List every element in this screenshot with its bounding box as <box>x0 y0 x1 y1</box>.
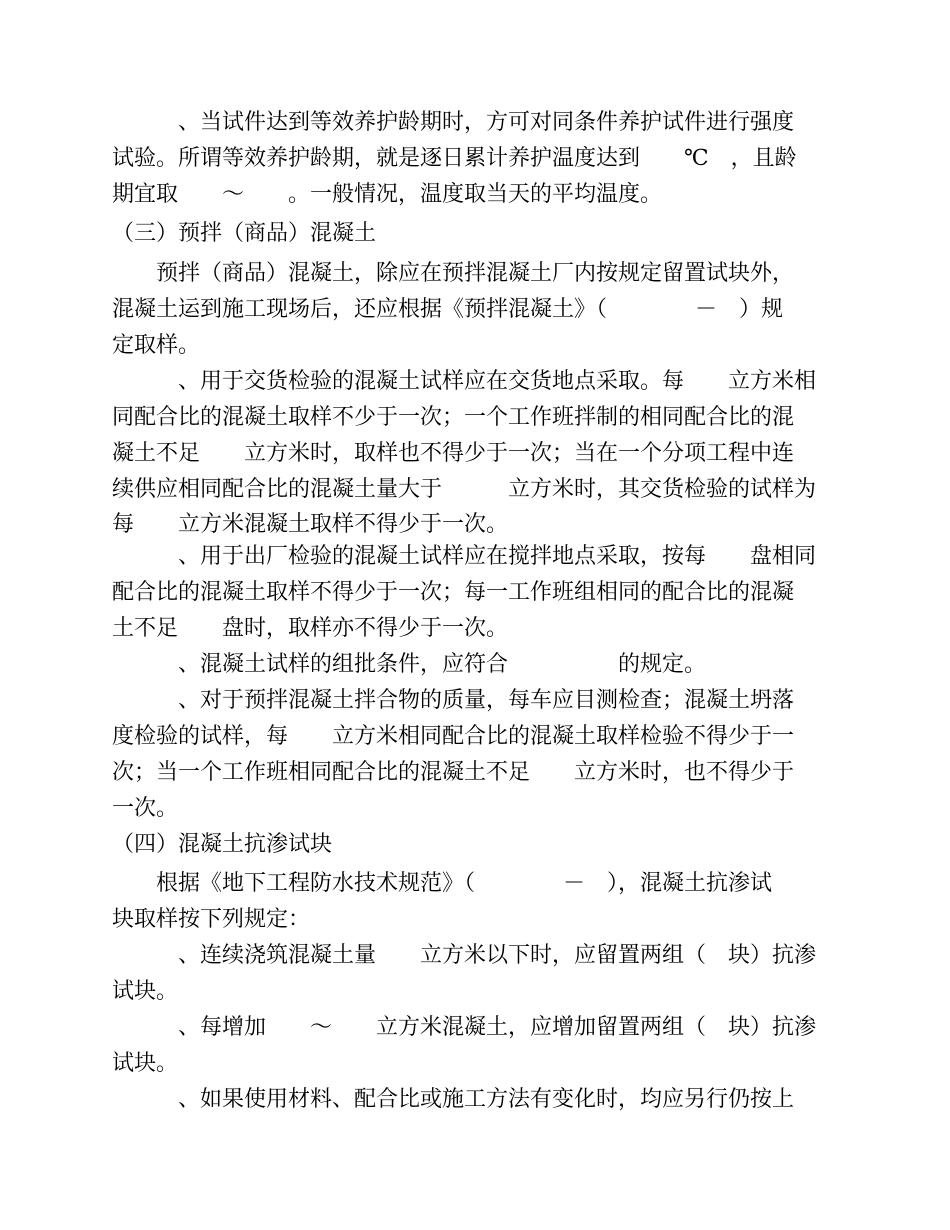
text-line: 期宜取 ～ 。一般情况，温度取当天的平均温度。 <box>112 182 663 207</box>
text-line: 配合比的混凝土取样不得少于一次；每一工作班组相同的配合比的混凝 <box>112 580 795 605</box>
text-line: 每 立方米混凝土取样不得少于一次。 <box>112 512 509 537</box>
text-line: 、用于出厂检验的混凝土试样应在搅拌地点采取，按每 盘相同 <box>112 544 817 569</box>
text-line: 试验。所谓等效养护龄期，就是逐日累计养护温度达到 ℃ ，且龄 <box>112 146 797 171</box>
text-line: 同配合比的混凝土取样不少于一次；一个工作班拌制的相同配合比的混 <box>112 405 795 430</box>
text-line: 土不足 盘时，取样亦不得少于一次。 <box>112 616 509 641</box>
text-line: 混凝土运到施工现场后，还应根据《预拌混凝土》（ － ）规 <box>112 297 784 322</box>
text-line: 度检验的试样，每 立方米相同配合比的混凝土取样检验不得少于一 <box>112 724 795 749</box>
text-line: 、每增加 ～ 立方米混凝土，应增加留置两组（ 块）抗渗 <box>112 1015 817 1040</box>
text-line: 次；当一个工作班相同配合比的混凝土不足 立方米时，也不得少于 <box>112 760 795 785</box>
text-line: 、如果使用材料、配合比或施工方法有变化时，均应另行仍按上 <box>112 1087 795 1112</box>
text-line: 定取样。 <box>112 333 201 358</box>
text-line: 、对于预拌混凝土拌合物的质量，每车应目测检查；混凝土坍落 <box>112 688 795 713</box>
text-line: 一次。 <box>112 796 179 821</box>
section-heading: （三）预拌（商品）混凝土 <box>112 221 377 246</box>
text-line: 试块。 <box>112 1051 179 1076</box>
text-line: 凝土不足 立方米时，取样也不得少于一次；当在一个分项工程中连 <box>112 441 795 466</box>
text-line: 试块。 <box>112 979 179 1004</box>
text-line: 、混凝土试样的组批条件，应符合 的规定。 <box>112 652 707 677</box>
text-line: 、当试件达到等效养护龄期时，方可对同条件养护试件进行强度 <box>112 110 795 135</box>
text-line: 块取样按下列规定： <box>112 907 311 932</box>
section-heading: （四）混凝土抗渗试块 <box>112 832 333 857</box>
text-line: 续供应相同配合比的混凝土量大于 立方米时，其交货检验的试样为 <box>112 477 817 502</box>
text-line: 预拌（商品）混凝土，除应在预拌混凝土厂内按规定留置试块外， <box>112 261 795 286</box>
text-line: 根据《地下工程防水技术规范》（ － ），混凝土抗渗试 <box>112 871 773 896</box>
text-line: 、连续浇筑混凝土量 立方米以下时，应留置两组（ 块）抗渗 <box>112 943 817 968</box>
text-line: 、用于交货检验的混凝土试样应在交货地点采取。每 立方米相 <box>112 369 817 394</box>
